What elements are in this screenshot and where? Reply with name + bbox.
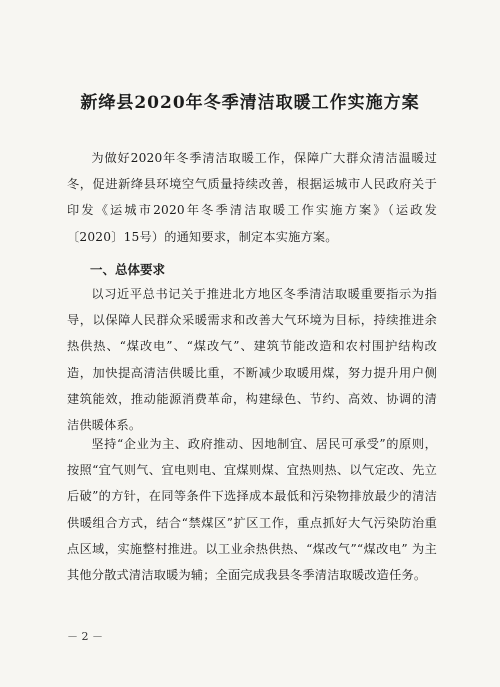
body-paragraph: 以习近平总书记关于推进北方地区冬季清洁取暖重要指示为指导，以保障人民群众采暖需求和改善大气环境为目标，持续推进余热供热、“煤改电”、“煤改气”、建筑节能改造和农村围护结构改造，加快提高清洁供暖比重，不断减少取暖用煤，努力提升用户侧建筑能效，推动能源消费革命，构建绿色、节约、高效、协调的清洁供暖体系。: [67, 287, 437, 433]
body-paragraph: 坚持“企业为主、政府推动、因地制宜、居民可承受”的原则，按照“宜气则气、宜电则电、宜煤则煤、宜热则热、以气定改、先立后破”的方针，在同等条件下选择成本最低和污染物排放最少的清洁供暖组合方式，结合“禁煤区”扩区工作，重点抓好大气污染防治重点区域，实施整村推进。以工业余热供热、“煤改气”“煤改电” 为主其他分散式清洁取暖为辅；全面完成我县冬季清洁取暖改造任务。: [67, 437, 437, 583]
page-number: － 2 －: [67, 630, 103, 643]
section-heading: 一、总体要求: [90, 262, 166, 277]
intro-paragraph: 为做好2020年冬季清洁取暖工作，保障广大群众清洁温暖过冬，促进新绛县环境空气质量持续改善，根据运城市人民政府关于印发《运城市2020年冬季清洁取暖工作实施方案》（运政发〔2020〕15号）的通知要求，制定本实施方案。: [67, 151, 437, 244]
document-title: 新绛县2020年冬季清洁取暖工作实施方案: [80, 93, 420, 113]
